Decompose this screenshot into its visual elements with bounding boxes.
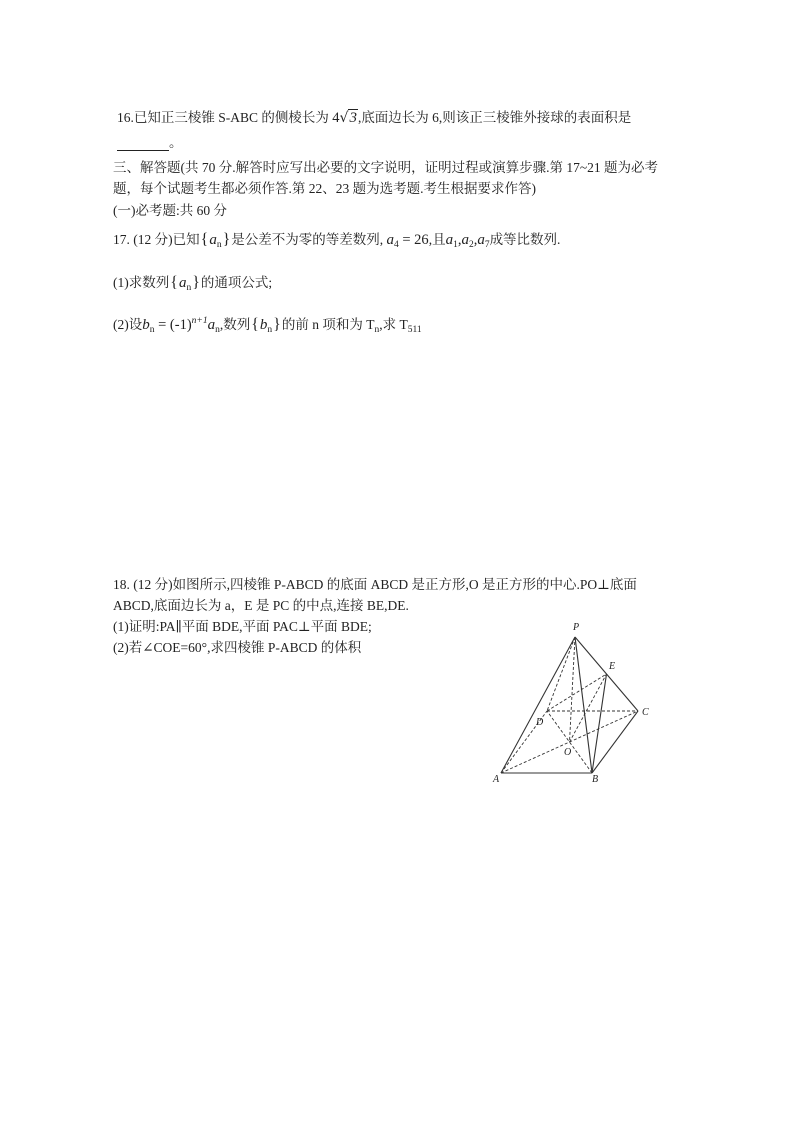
sub-4: 4: [394, 240, 399, 250]
var-a: a: [386, 232, 394, 248]
right-brace: }: [222, 231, 231, 248]
sub-n: n: [267, 325, 273, 335]
segment-BE: [592, 674, 607, 773]
q17-part2-post: 的前 n 项和为 T: [281, 317, 375, 332]
sub-n: n: [215, 325, 220, 335]
section-subheading: (一)必考题:共 60 分: [113, 203, 227, 218]
label-P: P: [573, 622, 580, 633]
question-16: [117, 109, 631, 127]
label-E: E: [609, 661, 616, 672]
var-a: a: [209, 232, 217, 248]
left-brace: {: [200, 231, 209, 248]
sub-n: n: [186, 283, 192, 293]
var-a: a: [477, 232, 485, 248]
label-B: B: [592, 774, 599, 785]
q17-part2-equation: = (-1): [154, 317, 192, 333]
separator: ,: [457, 232, 462, 248]
q16-answer-line: [117, 134, 183, 152]
label-C: C: [642, 707, 649, 718]
q17-part2-mid: ,数列: [219, 317, 251, 332]
q17-part2-pre: (2)设: [113, 317, 143, 332]
question-18-line-1: 18. (12 分)如图所示,四棱锥 P-ABCD 的底面 ABCD 是正方形,O 是正方形的中心.PO⊥底面: [113, 577, 637, 592]
height-PO: [570, 637, 576, 742]
question-18-part-1: (1)证明:PA∥平面 BDE,平面 PAC⊥平面 BDE;: [113, 619, 372, 634]
q17-part2-ask: ,求 T: [379, 317, 408, 332]
sub-1: 1: [453, 240, 458, 250]
radical-sign: √: [339, 110, 349, 126]
sub-2: 2: [468, 240, 474, 250]
question-18-line-2: ABCD,底面边长为 a，E 是 PC 的中点,连接 BE,DE.: [113, 598, 409, 613]
pyramid-figure: [480, 615, 660, 795]
edge-PD: [547, 637, 575, 711]
q17-part1-post: 的通项公式;: [200, 275, 273, 290]
q17-part1-pre: (1)求数列: [113, 275, 170, 290]
question-18-part-2: (2)若∠COE=60°,求四棱锥 P-ABCD 的体积: [113, 640, 362, 655]
q16-stem: 16.已知正三棱锥 S-ABC 的侧棱长为: [117, 110, 333, 125]
section-heading-line-2: 题，每个试题考生都必须作答.第 22、23 题为选考题.考生根据要求作答): [113, 181, 536, 196]
q17-stem-2: 是公差不为零的等差数列,: [231, 232, 387, 247]
left-brace: {: [170, 274, 178, 291]
sub-n: n: [374, 325, 380, 335]
var-b: b: [259, 317, 268, 333]
q16-rest: ,底面边长为 6,则该正三棱锥外接球的表面积是: [357, 110, 632, 125]
label-O: O: [564, 747, 572, 758]
label-D: D: [536, 717, 544, 728]
separator: ,: [473, 232, 478, 248]
question-17-stem: [113, 231, 560, 249]
segment-OE: [570, 674, 607, 742]
given-value: = 26: [398, 232, 429, 248]
sub-7: 7: [484, 240, 490, 250]
edge-BC: [592, 711, 638, 773]
q16-coefficient: 4: [332, 110, 340, 126]
q16-period: 。: [169, 135, 183, 150]
q17-stem-3: ,且: [428, 232, 446, 247]
var-a: a: [178, 275, 187, 291]
question-17-part-1: [113, 274, 272, 292]
right-brace: }: [273, 316, 281, 333]
q17-stem-4: 成等比数列.: [489, 232, 561, 247]
left-brace: {: [251, 316, 259, 333]
q16-radicand: 3: [349, 110, 357, 126]
label-A: A: [493, 774, 500, 785]
exponent: n+1: [191, 316, 208, 326]
answer-blank: [117, 136, 169, 151]
q17-stem-1: 17. (12 分)已知: [113, 232, 200, 247]
sub-511: 511: [407, 325, 422, 335]
segment-DE: [547, 674, 607, 711]
var-a: a: [445, 232, 454, 248]
sub-n: n: [149, 325, 155, 335]
var-a: a: [207, 317, 216, 333]
var-a: a: [461, 232, 469, 248]
sub-n: n: [216, 240, 222, 250]
section-heading-line-1: 三、解答题(共 70 分.解答时应写出必要的文字说明，证明过程或演算步骤.第 17~21 题为必考: [113, 160, 659, 175]
right-brace: }: [192, 274, 200, 291]
question-17-part-2: [113, 316, 422, 334]
var-b: b: [142, 317, 150, 333]
